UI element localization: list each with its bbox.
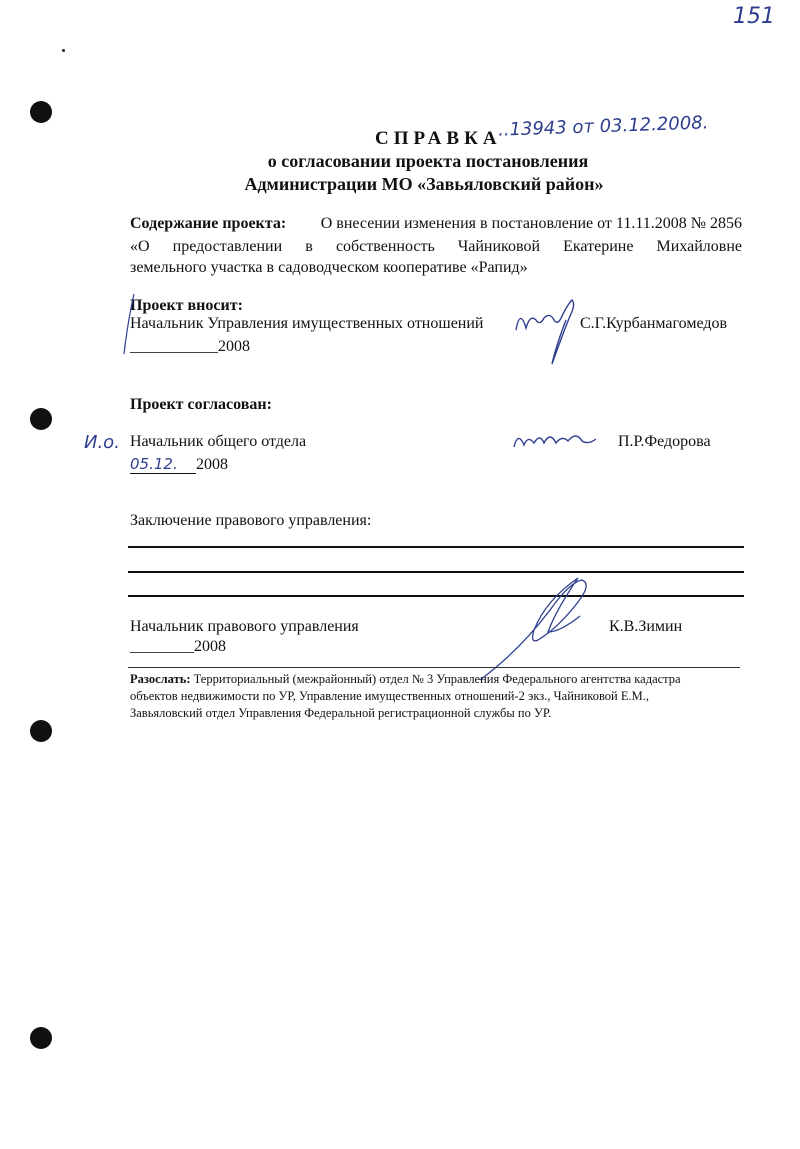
approval-position: Начальник общего отдела [130,433,307,450]
distribution-line1-text: Территориальный (межрайонный) отдел № 3 Управления Федерального агентства кадастра [193,672,681,686]
submitter-name: С.Г.Курбанмагомедов [580,315,728,332]
distribution-line3: Завьяловский отдел Управления Федеральной регистрационной службы по УР. [130,706,552,720]
distribution-line1 [130,671,742,688]
distribution-label: Разослать: [130,672,191,686]
binder-hole [30,408,52,430]
submitter-position: Начальник Управления имущественных отношений [130,315,484,332]
approval-label: Проект согласован: [130,396,272,413]
binder-hole [30,720,52,742]
legal-date: ________2008 [130,638,226,655]
approval-date-year: 2008 [196,456,228,473]
conclusion-line [128,595,744,597]
content-line2: «О предоставлении в собственность Чайниковой Екатерине Михайловне [130,238,742,255]
handwritten-approval-date: 05.12. [130,455,196,474]
conclusion-line [128,546,744,548]
approval-date [130,455,228,474]
legal-position: Начальник правового управления [130,618,359,635]
binder-hole [30,101,52,123]
subtitle-line1: о согласовании проекта постановления [267,151,589,171]
submitter-date: ___________2008 [130,338,250,355]
conclusion-line [128,571,744,573]
approval-name: П.Р.Федорова [618,433,711,450]
handwritten-acting-prefix: И.о. [84,432,120,453]
content-line1-rest: О внесении изменения в постановление от 11.11.2008 № 2856 [320,215,742,232]
content-line3: земельного участка в садоводческом кооперативе «Рапид» [130,259,528,276]
legal-conclusion-label: Заключение правового управления: [130,512,372,529]
handwritten-registration-number: ..13943 от 03.12.2008. [497,112,709,141]
page-number: 151 [733,4,775,29]
document-title: СПРАВКА [375,128,502,149]
submitter-label: Проект вносит: [130,297,243,314]
submitter-signature [510,290,590,370]
approval-signature [510,425,600,455]
distribution-separator [128,667,740,668]
legal-name: К.В.Зимин [609,618,683,635]
margin-pen-mark [118,290,148,360]
content-line1 [130,215,742,233]
scan-speck [62,49,65,52]
content-label: Содержание проекта: [130,215,287,232]
distribution-line2: объектов недвижимости по УР, Управление имущественных отношений-2 экз., Чайниковой Е.М., [130,689,649,703]
subtitle-line2: Администрации МО «Завьяловский район» [244,174,604,194]
binder-hole [30,1027,52,1049]
